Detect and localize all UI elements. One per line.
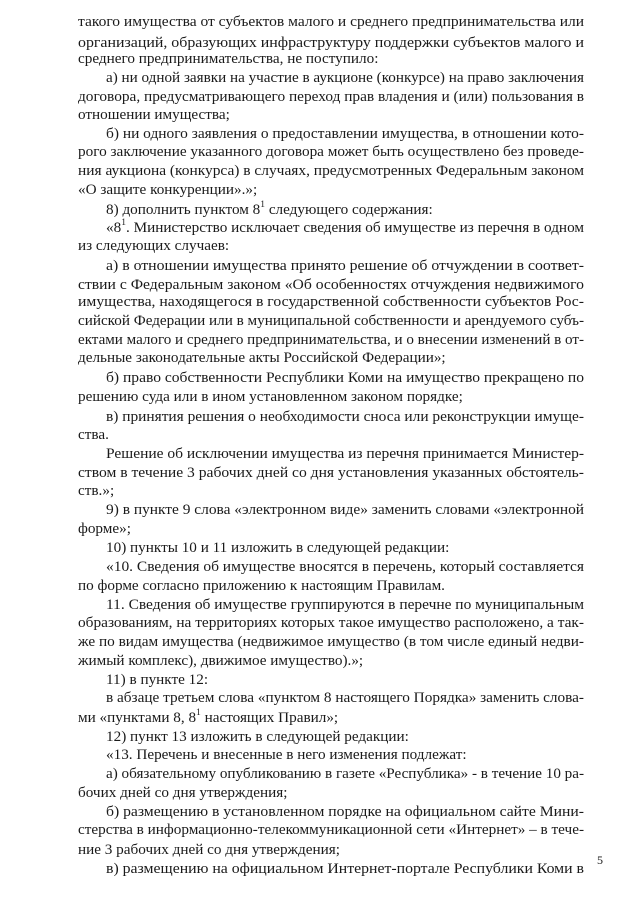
text-line: 11. Сведения об имуществе группируются в перечне по муниципальным	[106, 595, 584, 613]
text-line: ектами малого и среднего предпринимательства, и о внесении изменений в от-	[78, 330, 584, 348]
text-line: 12) пункт 13 изложить в следующей редакции:	[106, 727, 409, 745]
text-line: такого имущества от субъектов малого и среднего предпринимательства или	[78, 13, 585, 31]
text-line: 9) в пункте 9 слова «электронном виде» заменить словами «электронной	[106, 501, 585, 519]
superscript: 1	[121, 217, 126, 228]
page-number: 5	[597, 853, 603, 867]
text-line: ства.	[78, 426, 109, 444]
text-line: Решение об исключении имущества из перечня принимается Министер-	[106, 445, 585, 463]
text-line: в) размещению на официальном Интернет-портале Республики Коми в	[106, 859, 584, 877]
text-line: «13. Перечень и внесенные в него изменения подлежат:	[106, 746, 467, 764]
text-line: образованиям, на территориях которых такое имущество расположено, а так-	[78, 614, 584, 632]
text-line: стерства в информационно-телекоммуникационной сети «Интернет» – в тече-	[78, 821, 585, 839]
text-line: ния аукциона (конкурса) в случаях, предусмотренных Федеральным законом	[78, 162, 585, 180]
text-line: ств.»;	[78, 482, 115, 500]
text-line: жимый комплекс), движимое имущество).»;	[78, 651, 364, 669]
text-line: форме»;	[78, 519, 131, 537]
text-line: 8) дополнить пунктом $8^1$ следующего содержания:	[106, 199, 433, 218]
text-line: б) право собственности Республики Коми на имущество прекращено по	[106, 369, 585, 387]
text-line: организаций, образующих инфраструктуру поддержки субъектов малого и	[78, 33, 584, 51]
superscript: 1	[196, 707, 201, 718]
text-line: дельные законодательные акты Российской Федерации»;	[78, 349, 446, 367]
text-line: отношении имущества;	[78, 106, 230, 124]
text-line: сийской Федерации или в муниципальной собственности и арендуемого субъ-	[78, 311, 585, 329]
text-line: ствии с Федеральным законом «Об особенностях отчуждения недвижимого	[78, 275, 584, 293]
text-line: договора, предусматривающего переход прав владения и (или) пользования в	[78, 87, 585, 105]
text-line: ством в течение 3 рабочих дней со дня установления указанных обстоятель-	[78, 463, 584, 481]
text-line: имущества, находящегося в государственной собственности субъектов Рос-	[78, 293, 584, 311]
text-line: из следующих случаев:	[78, 237, 230, 255]
text-line: а) ни одной заявки на участие в аукционе (конкурсе) на право заключения	[106, 68, 584, 86]
text-line: бочих дней со дня утверждения;	[78, 783, 288, 801]
text-line: б) размещению в установленном порядке на официальном сайте Мини-	[106, 803, 584, 821]
text-line: рого заключение указанного договора может быть осуществлено без проведе-	[78, 142, 585, 160]
text-line: а) обязательному опубликованию в газете «Республика» - в течение 10 ра-	[106, 765, 585, 783]
text-line: а) в отношении имущества принято решение об отчуждении в соответ-	[106, 256, 584, 274]
text-line: «О защите конкуренции».»;	[78, 181, 258, 199]
text-line: 11) в пункте 12:	[106, 671, 209, 689]
text-line: «10. Сведения об имуществе вносятся в перечень, который составляется	[106, 558, 585, 576]
superscript: 1	[260, 199, 266, 210]
text-line: в абзаце третьем слова «пунктом 8 настоящего Порядка» заменить слова-	[106, 689, 585, 707]
text-line: «$8^1$. Министерство исключает сведения об имуществе из перечня в одном	[106, 217, 585, 236]
text-line: среднего предпринимательства, не поступило:	[78, 50, 379, 68]
text-line: в) принятия решения о необходимости сноса или реконструкции имуще-	[106, 407, 584, 425]
text-line: по форме согласно приложению к настоящим Правилам.	[78, 576, 445, 594]
text-line: же по видам имущества (недвижимое имущество (в том числе единый недви-	[78, 632, 585, 650]
text-line: решению суда или в ином установленном законом порядке;	[78, 387, 463, 405]
text-line: ми «пунктами 8, $8^1$ настоящих Правил»;	[78, 707, 339, 726]
text-line: ние 3 рабочих дней со дня утверждения;	[78, 840, 340, 858]
text-line: 10) пункты 10 и 11 изложить в следующей редакции:	[106, 539, 450, 556]
text-line: б) ни одного заявления о предоставлении имущества, в отношении кото-	[106, 125, 584, 143]
